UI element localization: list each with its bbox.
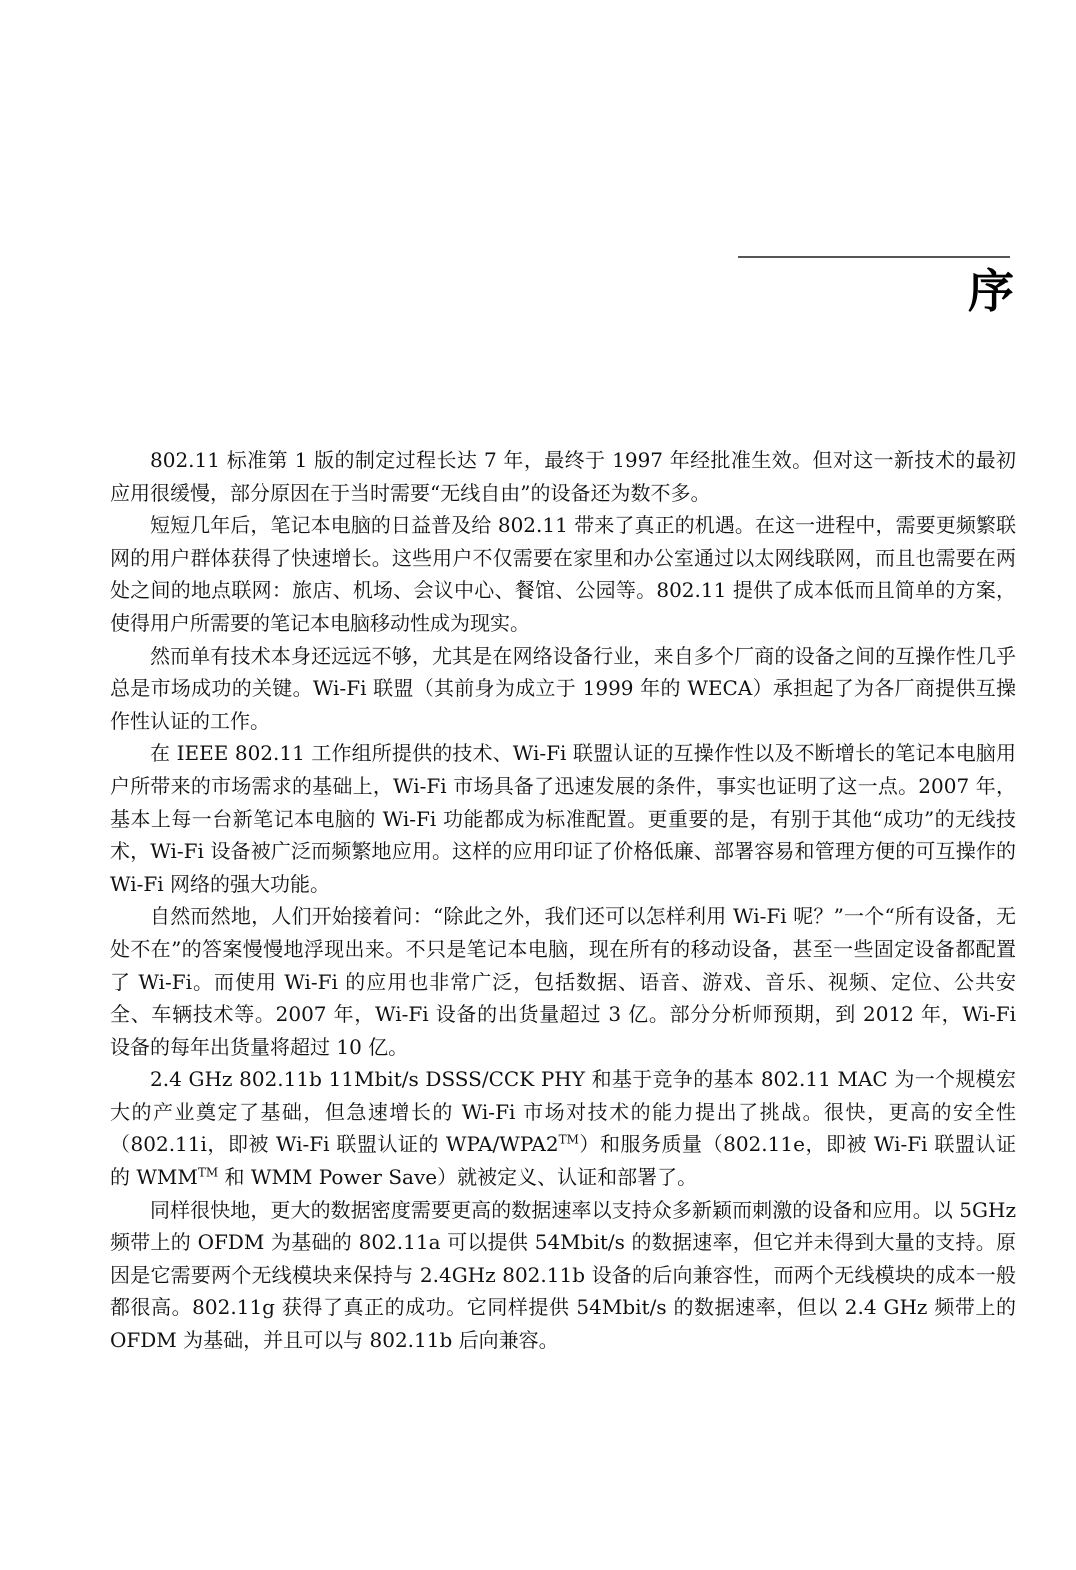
- chapter-title: 序: [968, 264, 1014, 318]
- paragraph-4: 在 IEEE 802.11 工作组所提供的技术、Wi-Fi 联盟认证的互操作性以及不断增长的笔记本电脑用户所带来的市场需求的基础上，Wi-Fi 市场具备了迅速发展的条件，事实也证明了这一点。2007 年，基本上每一台新笔记本电脑的 Wi-Fi 功能都成为标准配置。更重要的是，有别于其他“成功”的无线技术，Wi-Fi 设备被广泛而频繁地应用。这样的应用印证了价格低廉、部署容易和管理方便的可互操作的 Wi-Fi 网络的强大功能。: [110, 741, 1016, 896]
- paragraph-6: [110, 1063, 1016, 1193]
- paragraph-3: 然而单有技术本身还远远不够，尤其是在网络设备行业，来自多个厂商的设备之间的互操作性几乎总是市场成功的关键。Wi-Fi 联盟（其前身为成立于 1999 年的 WECA）承担起了为各厂商提供互操作性认证的工作。: [110, 643, 1016, 733]
- paragraph-5: 自然而然地，人们开始接着问：“除此之外，我们还可以怎样利用 Wi-Fi 呢？”一个“所有设备，无处不在”的答案慢慢地浮现出来。不只是笔记本电脑，现在所有的移动设备，甚至一些固定设备都配置了 Wi-Fi。而使用 Wi-Fi 的应用也非常广泛，包括数据、语音、游戏、音乐、视频、定位、公共安全、车辆技术等。2007 年，Wi-Fi 设备的出货量超过 3 亿。部分分析师预期，到 2012 年，Wi-Fi 设备的每年出货量将超过 10 亿。: [110, 904, 1016, 1059]
- paragraph-1: 802.11 标准第 1 版的制定过程长达 7 年，最终于 1997 年经批准生效。但对这一新技术的最初应用很缓慢，部分原因在于当时需要“无线自由”的设备还为数不多。: [110, 448, 1016, 505]
- paragraph-7: 同样很快地，更大的数据密度需要更高的数据速率以支持众多新颖而刺激的设备和应用。以 5GHz 频带上的 OFDM 为基础的 802.11a 可以提供 54Mbit/s 的数据速率，但它并未得到大量的支持。原因是它需要两个无线模块来保持与 2.4GHz 802.11b 设备的后向兼容性，而两个无线模块的成本一般都很高。802.11g 获得了真正的成功。它同样提供 54Mbit/s 的数据速率，但以 2.4 GHz 频带上的 OFDM 为基础，并且可以与 802.11b 后向兼容。: [110, 1197, 1016, 1353]
- paragraph-6-part-1: 2.4 GHz 802.11b 11Mbit/s DSSS/CCK PHY 和基于竞争的基本 802.11 MAC 为一个规模宏大的产业奠定了基础，但急速增长的 Wi-Fi 市场对技术的能力提出了挑战。很快，更高的安全性（802.11i，即被 Wi-Fi 联盟认证的 WPA/WPA2: [110, 1067, 1016, 1157]
- trademark-sup-1: TM: [558, 1132, 579, 1147]
- preface-body: [110, 444, 1016, 1357]
- paragraph-2: 短短几年后，笔记本电脑的日益普及给 802.11 带来了真正的机遇。在这一进程中，需要更频繁联网的用户群体获得了快速增长。这些用户不仅需要在家里和办公室通过以太网线联网，而且也需要在两处之间的地点联网：旅店、机场、会议中心、餐馆、公园等。802.11 提供了成本低而且简单的方案，使得用户所需要的笔记本电脑移动性成为现实。: [110, 513, 1016, 635]
- trademark-sup-2: TM: [197, 1165, 219, 1180]
- chapter-rule: [738, 256, 1010, 258]
- paragraph-6-part-3: 和 WMM Power Save）就被定义、认证和部署了。: [218, 1165, 698, 1190]
- paragraph-6-part-2: ）和服务质量（802.11e，即被 Wi-Fi 联盟认证的 WMM: [110, 1132, 1016, 1190]
